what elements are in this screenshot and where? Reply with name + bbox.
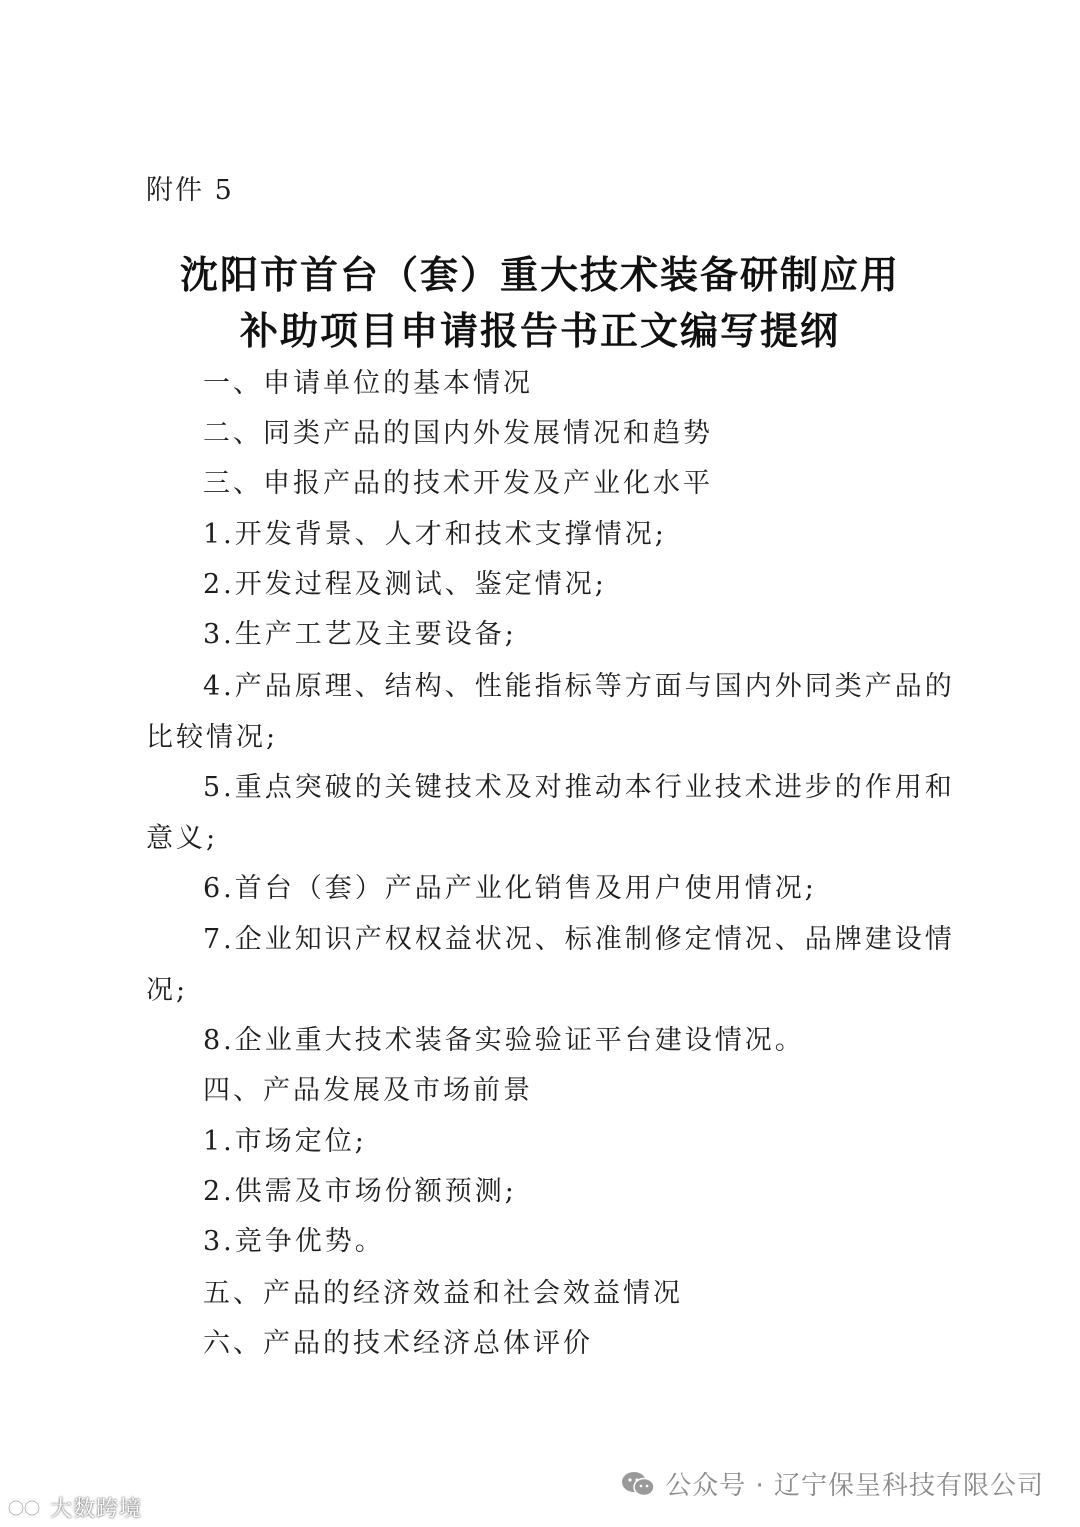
outline-item: 3.竞争优势。 <box>203 1226 385 1257</box>
outline-item-continuation: 比较情况; <box>146 722 279 753</box>
outline-item: 三、申报产品的技术开发及产业化水平 <box>203 468 713 499</box>
outline-item: 5.重点突破的关键技术及对推动本行业技术进步的作用和 <box>203 772 955 803</box>
outline-item-continuation: 意义; <box>146 823 219 854</box>
outline-item: 一、申请单位的基本情况 <box>203 368 533 399</box>
outline-item: 1.市场定位; <box>203 1126 367 1157</box>
outline-item: 2.开发过程及测试、鉴定情况; <box>203 569 607 600</box>
outline-item: 六、产品的技术经济总体评价 <box>203 1328 593 1359</box>
outline-item: 7.企业知识产权权益状况、标准制修定情况、品牌建设情 <box>203 924 955 955</box>
wechat-icon <box>621 1470 655 1498</box>
outline-item: 2.供需及市场份额预测; <box>203 1176 517 1207</box>
document-title-line-2: 补助项目申请报告书正文编写提纲 <box>239 309 840 353</box>
footer-source <box>621 1465 1044 1502</box>
watermark-text: 大数跨境 <box>50 1497 143 1522</box>
outline-item: 五、产品的经济效益和社会效益情况 <box>203 1278 683 1309</box>
watermark <box>6 1492 142 1523</box>
document-title-line-1: 沈阳市首台（套）重大技术装备研制应用 <box>179 253 900 297</box>
outline-item: 6.首台（套）产品产业化销售及用户使用情况; <box>203 873 817 904</box>
outline-item: 二、同类产品的国内外发展情况和趋势 <box>203 418 713 449</box>
logo-icon <box>6 1496 46 1520</box>
attachment-label: 附件 5 <box>146 175 234 206</box>
outline-item: 3.生产工艺及主要设备; <box>203 619 517 650</box>
outline-item: 1.开发背景、人才和技术支撑情况; <box>203 519 667 550</box>
outline-item-continuation: 况; <box>146 975 189 1006</box>
outline-item: 四、产品发展及市场前景 <box>203 1075 533 1106</box>
outline-item: 4.产品原理、结构、性能指标等方面与国内外同类产品的 <box>203 671 955 702</box>
footer-source-text: 公众号 · 辽宁保呈科技有限公司 <box>665 1471 1044 1501</box>
outline-item: 8.企业重大技术装备实验验证平台建设情况。 <box>203 1025 805 1056</box>
